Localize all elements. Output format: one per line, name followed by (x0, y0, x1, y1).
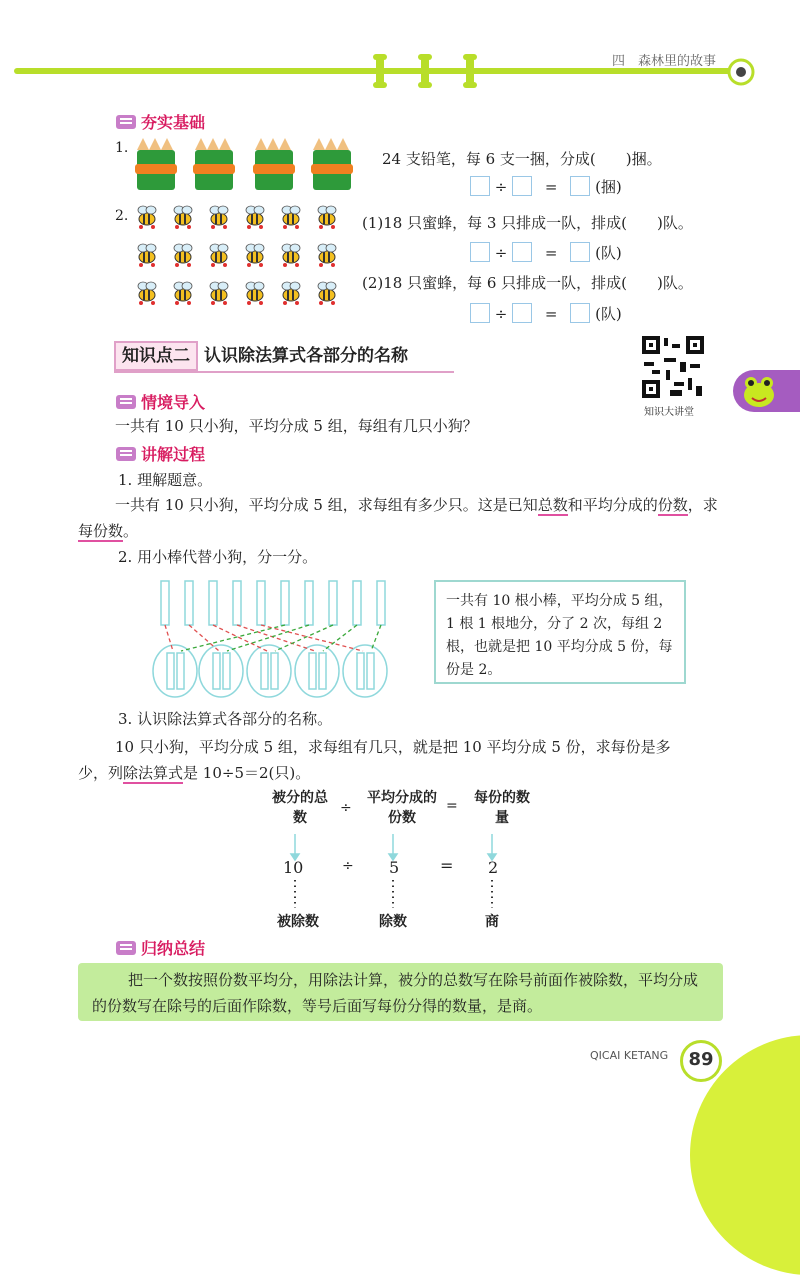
qr-caption: 知识大讲堂 (644, 407, 694, 418)
section-heading: 夯实基础 (116, 110, 205, 133)
dividend-value: 10 (283, 858, 304, 877)
explanation-note: 一共有 10 根小棒，平均分成 5 组，1 根 1 根地分，分了 2 次，每组 2 根，也就是把 10 平均分成 5 份，每份是 2。 (434, 580, 686, 684)
binder-pin (376, 54, 384, 88)
dividend-name: 被除数 (277, 914, 319, 930)
binder-pin (466, 54, 474, 88)
question-2b-text: (2)18 只蜜蜂，每 6 只排成一队，排成( )队。 (362, 274, 693, 292)
answer-box[interactable] (570, 242, 590, 262)
quotient-value: 2 (488, 858, 499, 877)
notebook-icon (116, 941, 136, 955)
divisor-name: 除数 (379, 914, 407, 930)
label-total: 被分的总数 (272, 790, 328, 826)
notebook-icon (116, 115, 136, 129)
binder-pin (421, 54, 429, 88)
answer-box[interactable] (470, 242, 490, 262)
section-heading: 归纳总结 (116, 936, 205, 959)
answer-row-2b: ÷ = (队) (470, 301, 622, 327)
answer-row-1: ÷ = (捆) (470, 174, 622, 200)
step-3: 3. 认识除法算式各部分的名称。 (118, 710, 333, 728)
answer-box[interactable] (570, 303, 590, 323)
intro-text: 一共有 10 只小狗，平均分成 5 组，每组有几只小狗？ (115, 417, 478, 435)
question-number: 2. (115, 208, 129, 224)
pencil-bundles (133, 136, 365, 192)
chapter-title: 四 森林里的故事 (612, 54, 717, 69)
question-2a-text: (1)18 只蜜蜂，每 3 只排成一队，排成( )队。 (362, 214, 693, 232)
label-each: 每份的数量 (474, 790, 530, 826)
page-number: 89 (680, 1040, 722, 1082)
answer-box[interactable] (470, 303, 490, 323)
answer-box[interactable] (512, 303, 532, 323)
equals-sign: = (440, 856, 454, 875)
section-heading: 情境导入 (116, 390, 205, 413)
answer-box[interactable] (470, 176, 490, 196)
answer-box[interactable] (512, 176, 532, 196)
notebook-icon (116, 447, 136, 461)
paragraph-3-line-1: 10 只小狗，平均分成 5 组，求每组有几只，就是把 10 平均分成 5 份，求每份是多 (115, 738, 671, 756)
paragraph-1: 一共有 10 只小狗，平均分成 5 组，求每组有多少只。这是已知总数和平均分成的份数，求每份数。 (78, 496, 718, 540)
answer-box[interactable] (570, 176, 590, 196)
divide-sign: ÷ (340, 800, 352, 816)
footer-brand: QICAI KETANG (590, 1049, 669, 1062)
side-tab (733, 370, 800, 412)
notebook-icon (116, 395, 136, 409)
equals-sign: = (446, 798, 458, 814)
paragraph-3-line-2: 少，列除法算式是 10÷5＝2(只)。 (78, 764, 311, 782)
pencil-bundle-icon (133, 136, 365, 192)
quotient-name: 商 (485, 914, 499, 930)
chapter-logo-icon (727, 58, 755, 86)
summary-text: 把一个数按照份数平均分，用除法计算，被分的总数写在除号前面作被除数，平均分成的份数写在除号的后面作除数，等号后面写每份分得的数量，是商。 (92, 971, 699, 1015)
qr-code-icon[interactable] (640, 334, 706, 400)
label-parts: 平均分成的份数 (367, 790, 437, 826)
knowledge-point-title: 知识点二 认识除法算式各部分的名称 (114, 341, 454, 373)
bees-illustration (135, 205, 349, 315)
frog-icon (739, 371, 779, 411)
summary-box (78, 963, 723, 1021)
step-2: 2. 用小棒代替小狗，分一分。 (118, 548, 318, 566)
question-1-text: 24 支铅笔，每 6 支一捆，分成( )捆。 (382, 150, 662, 168)
sticks-diagram (145, 575, 395, 701)
divisor-value: 5 (389, 858, 400, 877)
question-number: 1. (115, 140, 129, 156)
answer-box[interactable] (512, 242, 532, 262)
step-1: 1. 理解题意。 (118, 471, 213, 489)
section-heading: 讲解过程 (116, 442, 205, 465)
divide-sign: ÷ (342, 858, 354, 874)
answer-row-2a: ÷ = (队) (470, 240, 622, 266)
